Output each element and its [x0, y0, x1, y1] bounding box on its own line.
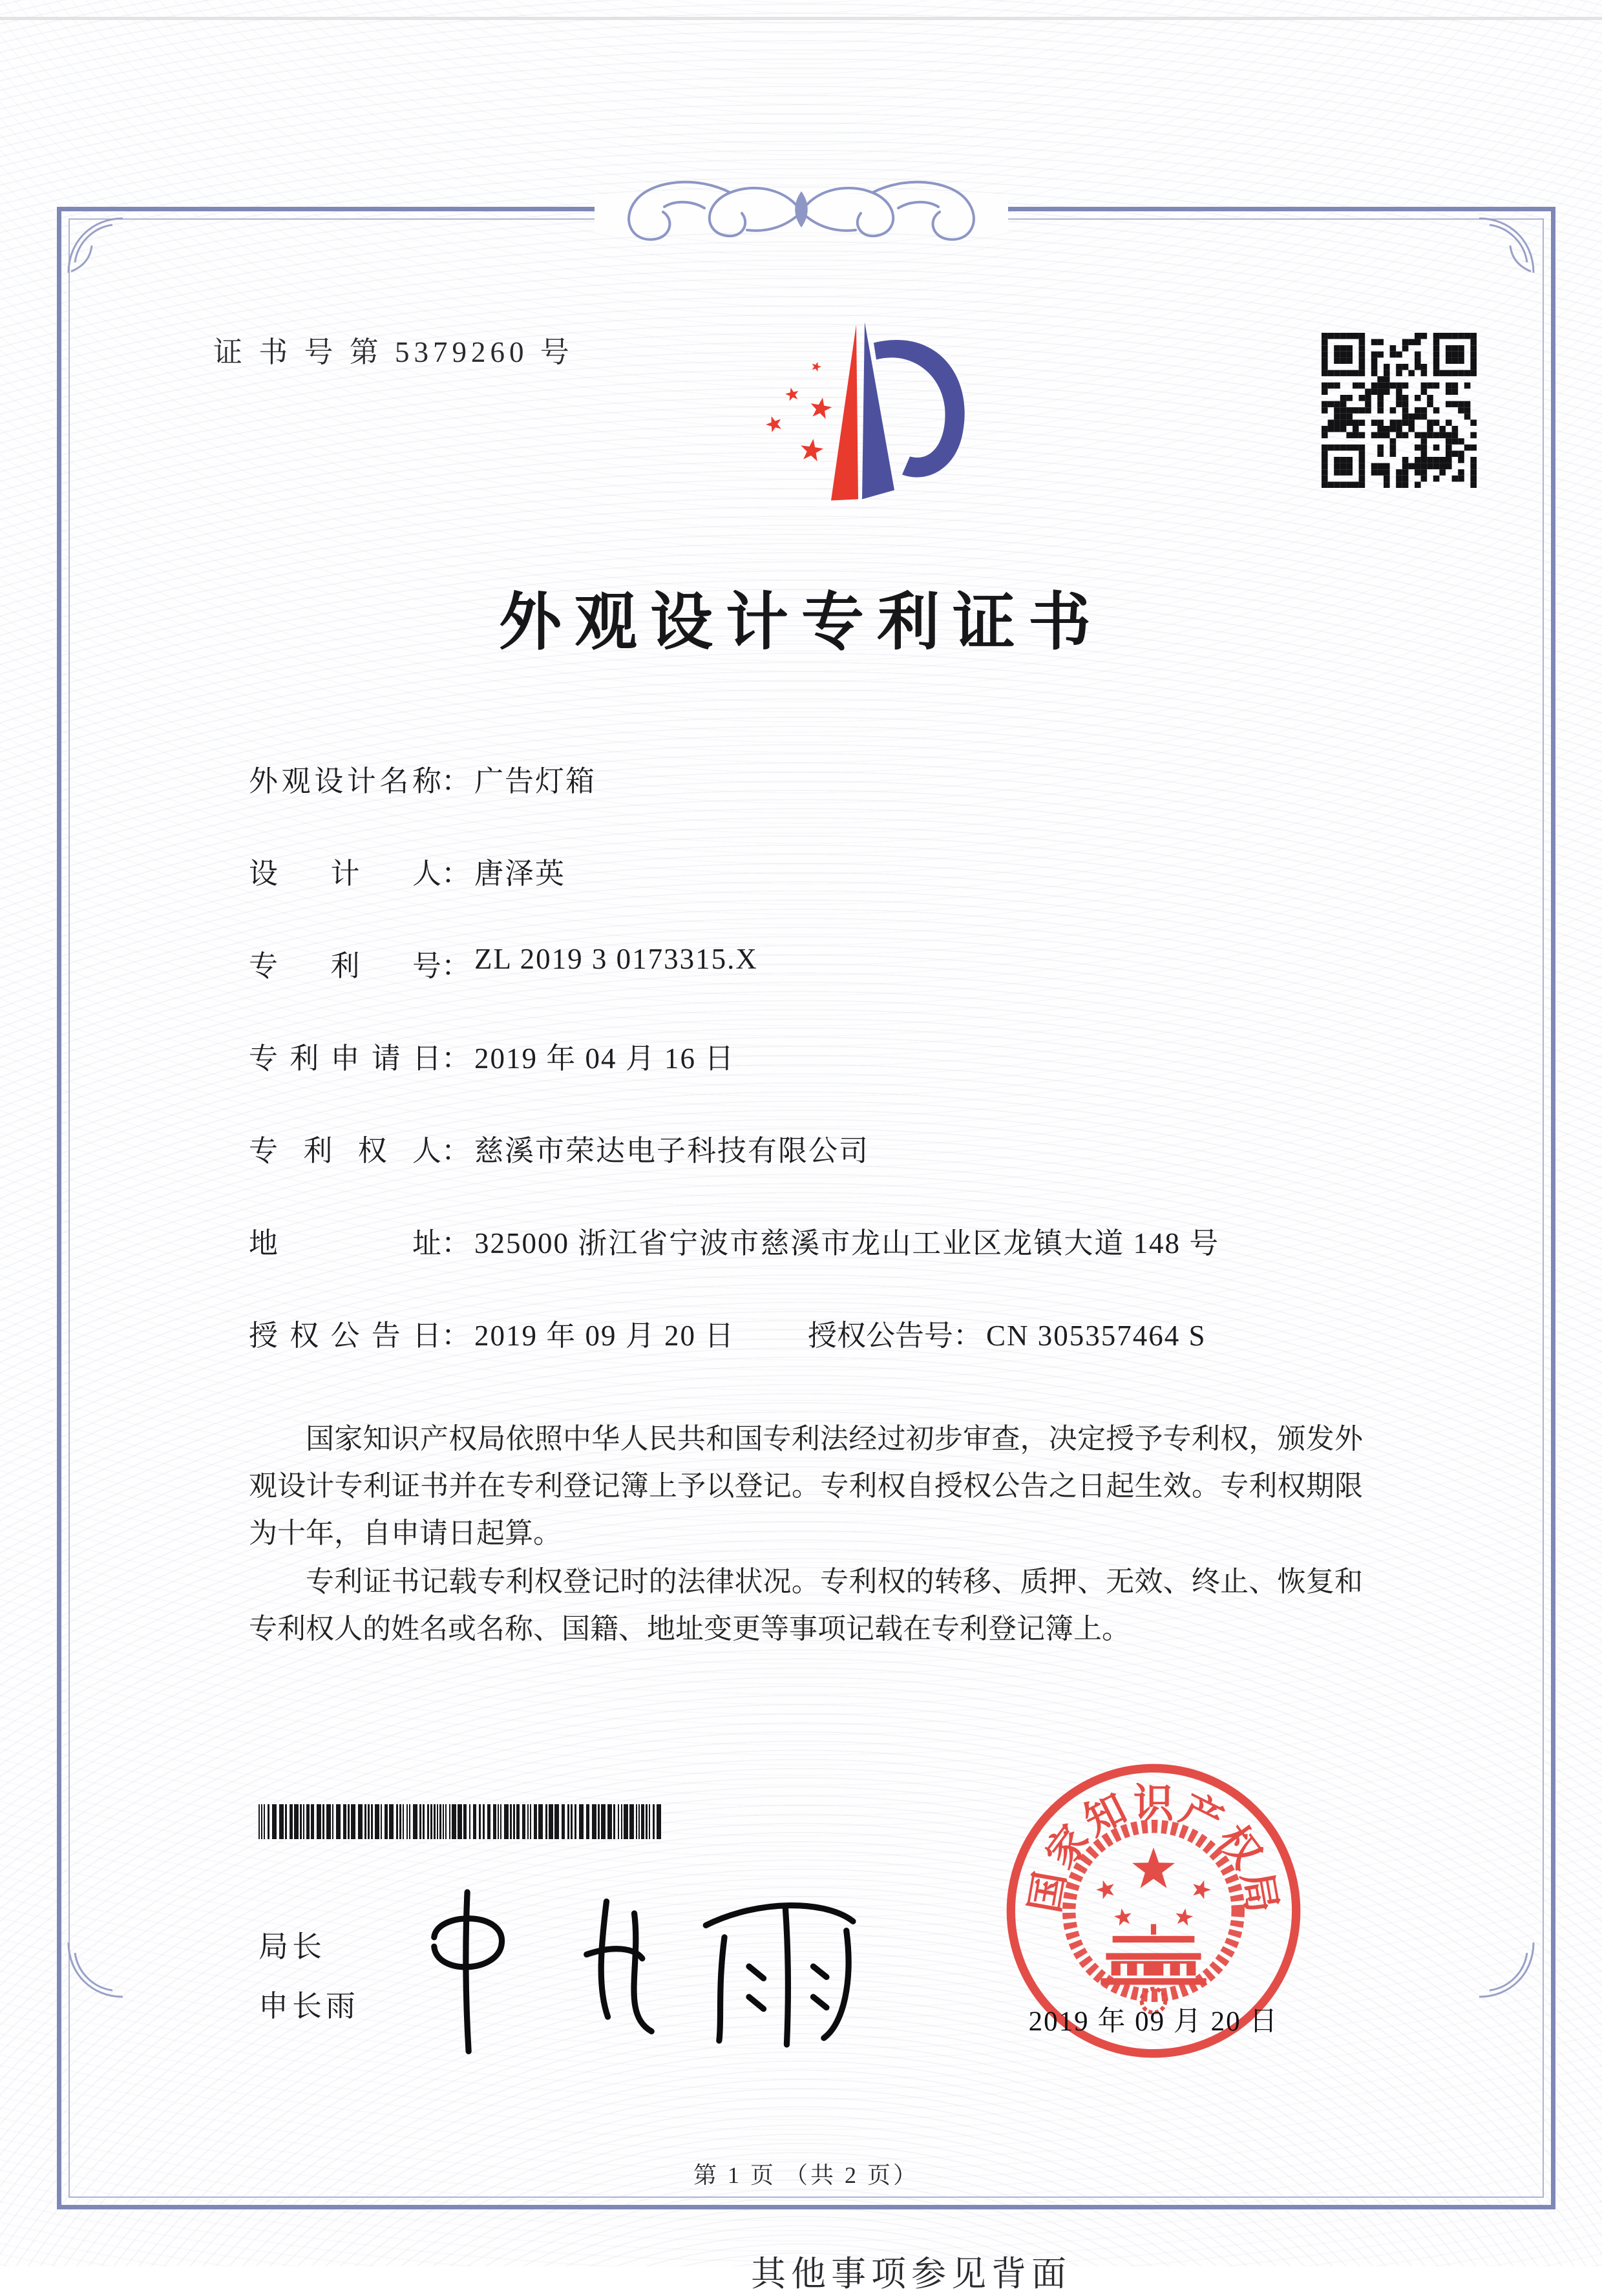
svg-text:产: 产: [1173, 1786, 1230, 1844]
colon: ：: [441, 765, 471, 797]
colon: ：: [441, 950, 471, 982]
qr-code-icon: [1322, 333, 1477, 488]
field-label: 设计人: [249, 858, 441, 890]
svg-text:家: 家: [1037, 1817, 1098, 1877]
field-value: 广告灯箱: [474, 765, 596, 797]
legal-text-block: [249, 1415, 1363, 1654]
document-title: 外观设计专利证书: [499, 588, 1104, 657]
certificate-number: 证 书 号 第 5379260 号: [213, 336, 574, 368]
corner-ornament-top-left: [65, 215, 127, 277]
svg-text:局: 局: [1233, 1868, 1285, 1916]
field-label: 专利申请日: [249, 1042, 441, 1075]
field-value: 2019 年 09 月 20 日: [474, 1320, 735, 1352]
cnipa-logo-icon: [743, 315, 989, 512]
barcode-icon: [258, 1804, 666, 1839]
field-design-name: [249, 757, 596, 803]
field-label: 地址: [249, 1227, 441, 1259]
field-label: 授权公告号: [808, 1320, 954, 1352]
seal-emblem: [1069, 1826, 1238, 2012]
officer-title: 局长: [258, 1930, 326, 1963]
legal-paragraph-1: 国家知识产权局依照中华人民共和国专利法经过初步审查，决定授予专利权，颁发外观设计专利证书并在专利登记簿上予以登记。专利权自授权公告之日起生效。专利权期限为十年，自申请日起算。: [249, 1423, 1363, 1549]
svg-text:知: 知: [1077, 1786, 1134, 1844]
field-value: CN 305357464 S: [986, 1320, 1207, 1352]
field-value: 325000 浙江省宁波市慈溪市龙山工业区龙镇大道 148 号: [474, 1227, 1220, 1259]
field-value: ZL 2019 3 0173315.X: [474, 943, 758, 975]
corner-ornament-bottom-left: [65, 1939, 127, 2001]
back-side-note: 其他事项参见背面: [751, 2255, 1071, 2293]
field-value: 唐泽英: [474, 858, 566, 890]
legal-paragraph-2: 专利证书记载专利权登记时的法律状况。专利权的转移、质押、无效、终止、恢复和专利权人的姓名或名称、国籍、地址变更等事项记载在专利登记簿上。: [249, 1566, 1363, 1645]
field-patent-number: [249, 942, 758, 987]
director-signature-icon: [388, 1873, 905, 2060]
field-label: 专利号: [249, 950, 441, 982]
logo-red-spike: [831, 325, 858, 501]
svg-text:国: 国: [1022, 1868, 1074, 1916]
colon: ：: [441, 1135, 471, 1167]
field-label: 外观设计名称: [249, 765, 441, 797]
colon: ：: [441, 1227, 471, 1259]
field-label: 授权公告日: [249, 1320, 441, 1352]
svg-text:识: 识: [1133, 1781, 1174, 1826]
logo-stars: [764, 361, 833, 462]
field-address: [249, 1219, 1219, 1265]
corner-ornament-top-right: [1475, 215, 1537, 277]
field-value: 2019 年 04 月 16 日: [474, 1042, 735, 1075]
field-designer: [249, 850, 565, 895]
logo-blue-p: [862, 322, 965, 500]
colon: ：: [441, 1042, 471, 1075]
field-grant-date: [249, 1312, 735, 1357]
field-grant-number: [808, 1312, 1207, 1354]
field-patentee: [249, 1127, 869, 1172]
svg-text:权: 权: [1209, 1817, 1270, 1877]
page-number: 第 1 页 （共 2 页）: [693, 2162, 919, 2188]
colon: ：: [953, 1320, 983, 1352]
field-label: 专利权人: [249, 1135, 441, 1167]
corner-ornament-bottom-right: [1475, 1939, 1537, 2001]
scan-edge: [0, 17, 1602, 20]
field-filing-date: [249, 1035, 735, 1080]
officer-name: 申长雨: [258, 1990, 359, 2023]
field-value: 慈溪市荣达电子科技有限公司: [474, 1135, 870, 1167]
seal-date: 2019 年 09 月 20 日: [1028, 2006, 1279, 2037]
colon: ：: [441, 858, 471, 890]
colon: ：: [441, 1320, 471, 1352]
top-flourish-ornament: [601, 169, 1002, 260]
